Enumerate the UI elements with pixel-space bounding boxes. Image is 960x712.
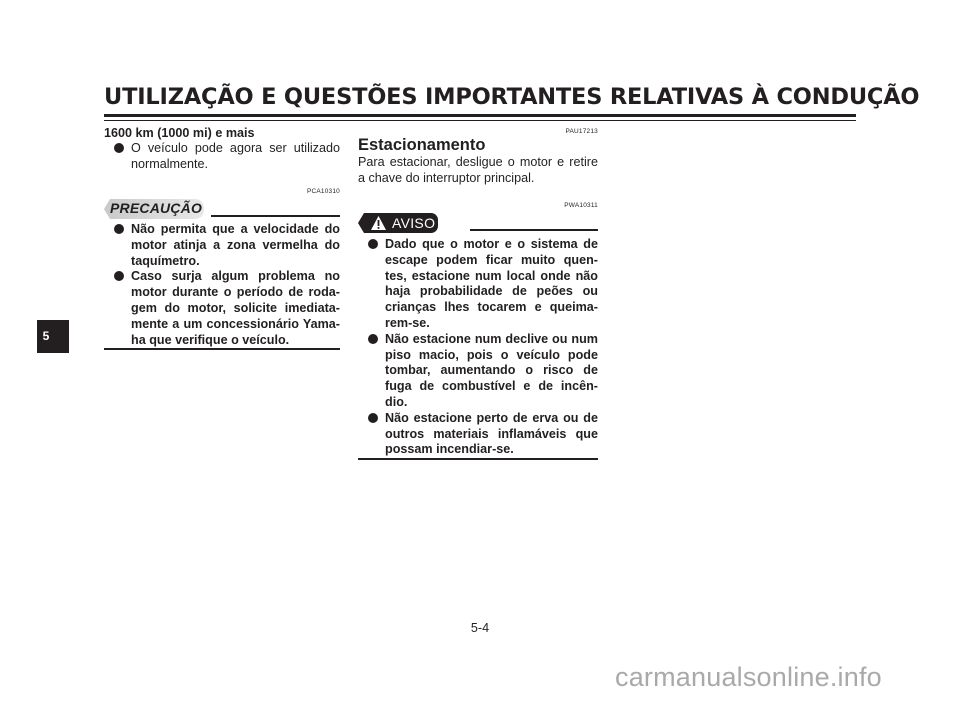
warning-top-rule [470,229,598,231]
section-code: PAU17213 [565,128,598,135]
warning-label: AVISO [392,215,436,231]
bullet-icon [114,224,124,234]
list-item: Caso surja algum problema no motor durante o período de roda-gem do motor, solicite imediata-mente a um concessionário Yama-ha que verifique o veículo. [104,269,340,348]
warning-bottom-rule [358,458,598,460]
bullet-icon [114,143,124,153]
header-rule-thin [104,120,856,121]
warning-triangle-icon [370,215,387,231]
list-item: O veículo pode agora ser utilizado normalmente. [104,141,340,173]
caution-label: PRECAUÇÃO [110,200,203,216]
watermark: carmanualsonline.info [615,662,882,692]
break-in-subheading: 1600 km (1000 mi) e mais [104,126,255,140]
intro-bullet-list [104,141,340,173]
caution-top-rule [211,215,340,217]
caution-bottom-rule [104,348,340,350]
bullet-icon [114,271,124,281]
chapter-tab-number: 5 [42,329,50,343]
caution-bullet-list [104,222,340,348]
caution-code: PCA10310 [306,188,340,195]
section-title: Estacionamento [358,136,486,154]
list-item: Não permita que a velocidade do motor atinja a zona vermelha do taquímetro. [104,222,340,269]
list-item: Dado que o motor e o sistema de escape podem ficar muito quen-tes, estacione num local onde não haja probabilidade de peões ou crianças lhes tocarem e queima-rem-se. [358,237,598,332]
chapter-tab [37,320,69,353]
list-item: Não estacione num declive ou num piso macio, pois o veículo pode tombar, aumentando o risco de fuga de combustível e de incên-dio. [358,332,598,411]
header-rule [104,114,856,117]
warning-code: PWA10311 [564,202,598,209]
bullet-icon [368,334,378,344]
list-item: Não estacione perto de erva ou de outros materiais inflamáveis que possam incendiar-se. [358,411,598,458]
bullet-icon [368,239,378,249]
section-text: Para estacionar, desligue o motor e retire a chave do interruptor principal. [358,155,598,185]
bullet-icon [368,413,378,423]
page-header-title: UTILIZAÇÃO E QUESTÕES IMPORTANTES RELATIVAS À CONDUÇÃO [104,84,920,110]
page-number: 5-4 [470,621,490,635]
warning-bullet-list [358,237,598,458]
